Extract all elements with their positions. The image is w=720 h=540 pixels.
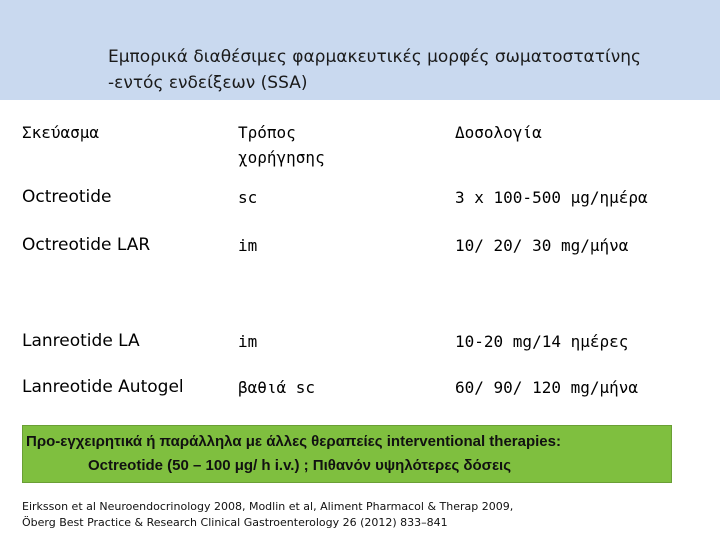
header-route-line2: χορήγησης [238,148,325,167]
title-line-2: -εντός ενδείξεων (SSA) [108,73,308,93]
row2-dose: 10/ 20/ 30 mg/μήνα [455,236,629,255]
reference-line-1: Eirksson et al Neuroendocrinology 2008, Modlin et al, Aliment Pharmacol & Therap 2009, [22,500,514,513]
row3-drug: Lanreotide LA [22,331,140,351]
row4-route: βαθιά sc [238,378,316,397]
header-dosage: Δοσολογία [455,123,542,142]
row2-drug: Octreotide LAR [22,235,151,255]
reference-line-2: Öberg Best Practice & Research Clinical Gastroenterology 26 (2012) 833–841 [22,516,448,529]
row1-dose: 3 x 100-500 μg/ημέρα [455,188,648,207]
slide-title [108,44,708,96]
row4-dose: 60/ 90/ 120 mg/μήνα [455,378,639,397]
row2-route: im [238,236,258,255]
row3-route: im [238,332,258,351]
row4-drug: Lanreotide Autogel [22,377,184,397]
title-line-1: Εμπορικά διαθέσιμες φαρμακευτικές μορφές σωματοστατίνης [108,47,641,67]
header-preparation: Σκεύασμα [22,123,100,142]
row1-route: sc [238,188,258,207]
row1-drug: Octreotide [22,187,112,207]
header-route-line1: Τρόπος [238,123,296,142]
row3-dose: 10-20 mg/14 ημέρες [455,332,629,351]
note-line-2: Octreotide (50 – 100 μg/ h i.v.) ; Πιθανόν υψηλότερες δόσεις [88,457,512,474]
note-line-1: Προ-εγχειρητικά ή παράλληλα με άλλες θεραπείες interventional therapies: [26,433,561,450]
